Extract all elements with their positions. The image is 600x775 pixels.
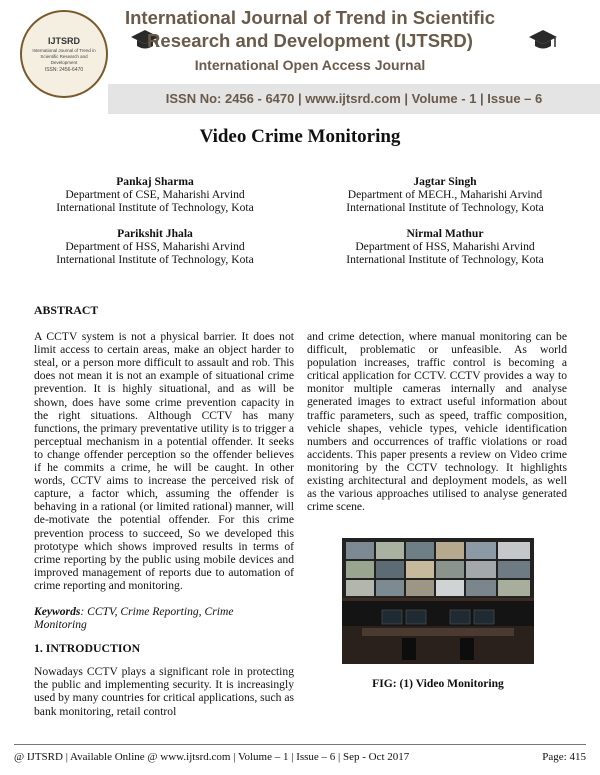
keywords-list-end: Monitoring (34, 618, 87, 632)
author-dept: Department of HSS, Maharishi Arvind (65, 240, 245, 253)
issn-bar: ISSN No: 2456 - 6470 | www.ijtsrd.com | Volume - 1 | Issue – 6 (108, 84, 600, 114)
journal-title (120, 6, 500, 52)
journal-title-line2: Research and Development (IJTSRD) (147, 30, 473, 51)
paper-title: Video Crime Monitoring (199, 126, 401, 147)
author-name: Pankaj Sharma (116, 175, 194, 188)
abstract-heading: ABSTRACT (34, 303, 99, 317)
intro-text: Nowadays CCTV plays a significant role in protecting the public and implementing security. It is increasingly used by many countries for critical applications, such as bank monitoring, retail control (34, 665, 294, 718)
logo-text: International Journal of Trend in Scientific Research and Development (32, 48, 96, 65)
author-inst: International Institute of Technology, Kota (56, 201, 254, 214)
author-block (10, 175, 300, 214)
author-name: Nirmal Mathur (406, 227, 484, 240)
journal-logo (20, 10, 108, 98)
right-column (307, 330, 567, 513)
figure-caption: FIG: (1) Video Monitoring (372, 677, 504, 690)
logo-abbr: IJTSRD (47, 36, 80, 46)
author-dept: Department of HSS, Maharishi Arvind (355, 240, 535, 253)
abstract-text-left: A CCTV system is not a physical barrier. It does not limit access to certain areas, make an object harder to steal, or a person more difficult to assault and rob. This does not mean it is not an example of situational crime prevention. It is highly situational, and as will be shown, does have some crime prevention capacity in the right situations. Although CCTV has many functions, the primary preventative utility is to trigger a perceptual mechanism in a potential offender. It seeks to change offender perception so the offender believes if he commits a crime, he will be caught. In other words, CCTV aims to increase the perceived risk of capture, a factor which, assuming the offender is behaving in a rational (or limited rational) manner, will de-motivate the potential offender. For this crime prevention process to succeed, So we developed this prototype which shows improved results in terms of crime reporting by the public using mobile devices and improved management of reports due to automation of crime reporting and monitoring. (34, 330, 294, 592)
control-room-image (342, 538, 534, 664)
footer-divider (14, 744, 586, 745)
author-inst: International Institute of Technology, Kota (56, 253, 254, 266)
author-name: Parikshit Jhala (117, 227, 193, 240)
video-monitoring-photo (342, 538, 534, 664)
page-footer (14, 751, 586, 763)
keywords-list: : CCTV, Crime Reporting, Crime (80, 604, 234, 618)
author-block (300, 227, 590, 266)
keywords-label: Keywords (34, 604, 81, 618)
left-column (34, 304, 294, 718)
author-name: Jagtar Singh (413, 175, 477, 188)
abstract-text-right: and crime detection, where manual monitoring can be difficult, problematic or unfeasible. As world population increases, traffic control is becoming a critical application for CCTV. CCTV provides a way to monitor multiple cameras internally and analyse generated images to extract useful information about traffic parameters, such as speed, traffic composition, vehicle shapes, vehicle types, vehicle identification numbers and occurrences of traffic violations or road accidents. This paper presents a review on Video crime monitoring by the CCTV technology. It highlights existing architectural and deployment models, as well as the various approaches utilised to analyse generated crime scene. (307, 330, 567, 514)
intro-heading: 1. INTRODUCTION (34, 641, 141, 656)
journal-header (0, 0, 600, 118)
journal-title-line1: International Journal of Trend in Scientific (124, 7, 496, 28)
author-inst: International Institute of Technology, Kota (346, 201, 544, 214)
page-number: Page: 415 (542, 751, 586, 763)
graduation-cap-icon (528, 28, 558, 52)
author-inst: International Institute of Technology, Kota (346, 253, 544, 266)
keywords (34, 605, 294, 618)
author-block (300, 175, 590, 214)
author-dept: Department of MECH., Maharishi Arvind (347, 188, 543, 201)
author-dept: Department of CSE, Maharishi Arvind (65, 188, 245, 201)
footer-text: @ IJTSRD | Available Online @ www.ijtsrd.com | Volume – 1 | Issue – 6 | Sep - Oct 2017 (14, 751, 410, 763)
journal-subtitle: International Open Access Journal (194, 57, 426, 73)
logo-issn: ISSN: 2456-6470 (44, 67, 84, 73)
author-block (10, 227, 300, 266)
